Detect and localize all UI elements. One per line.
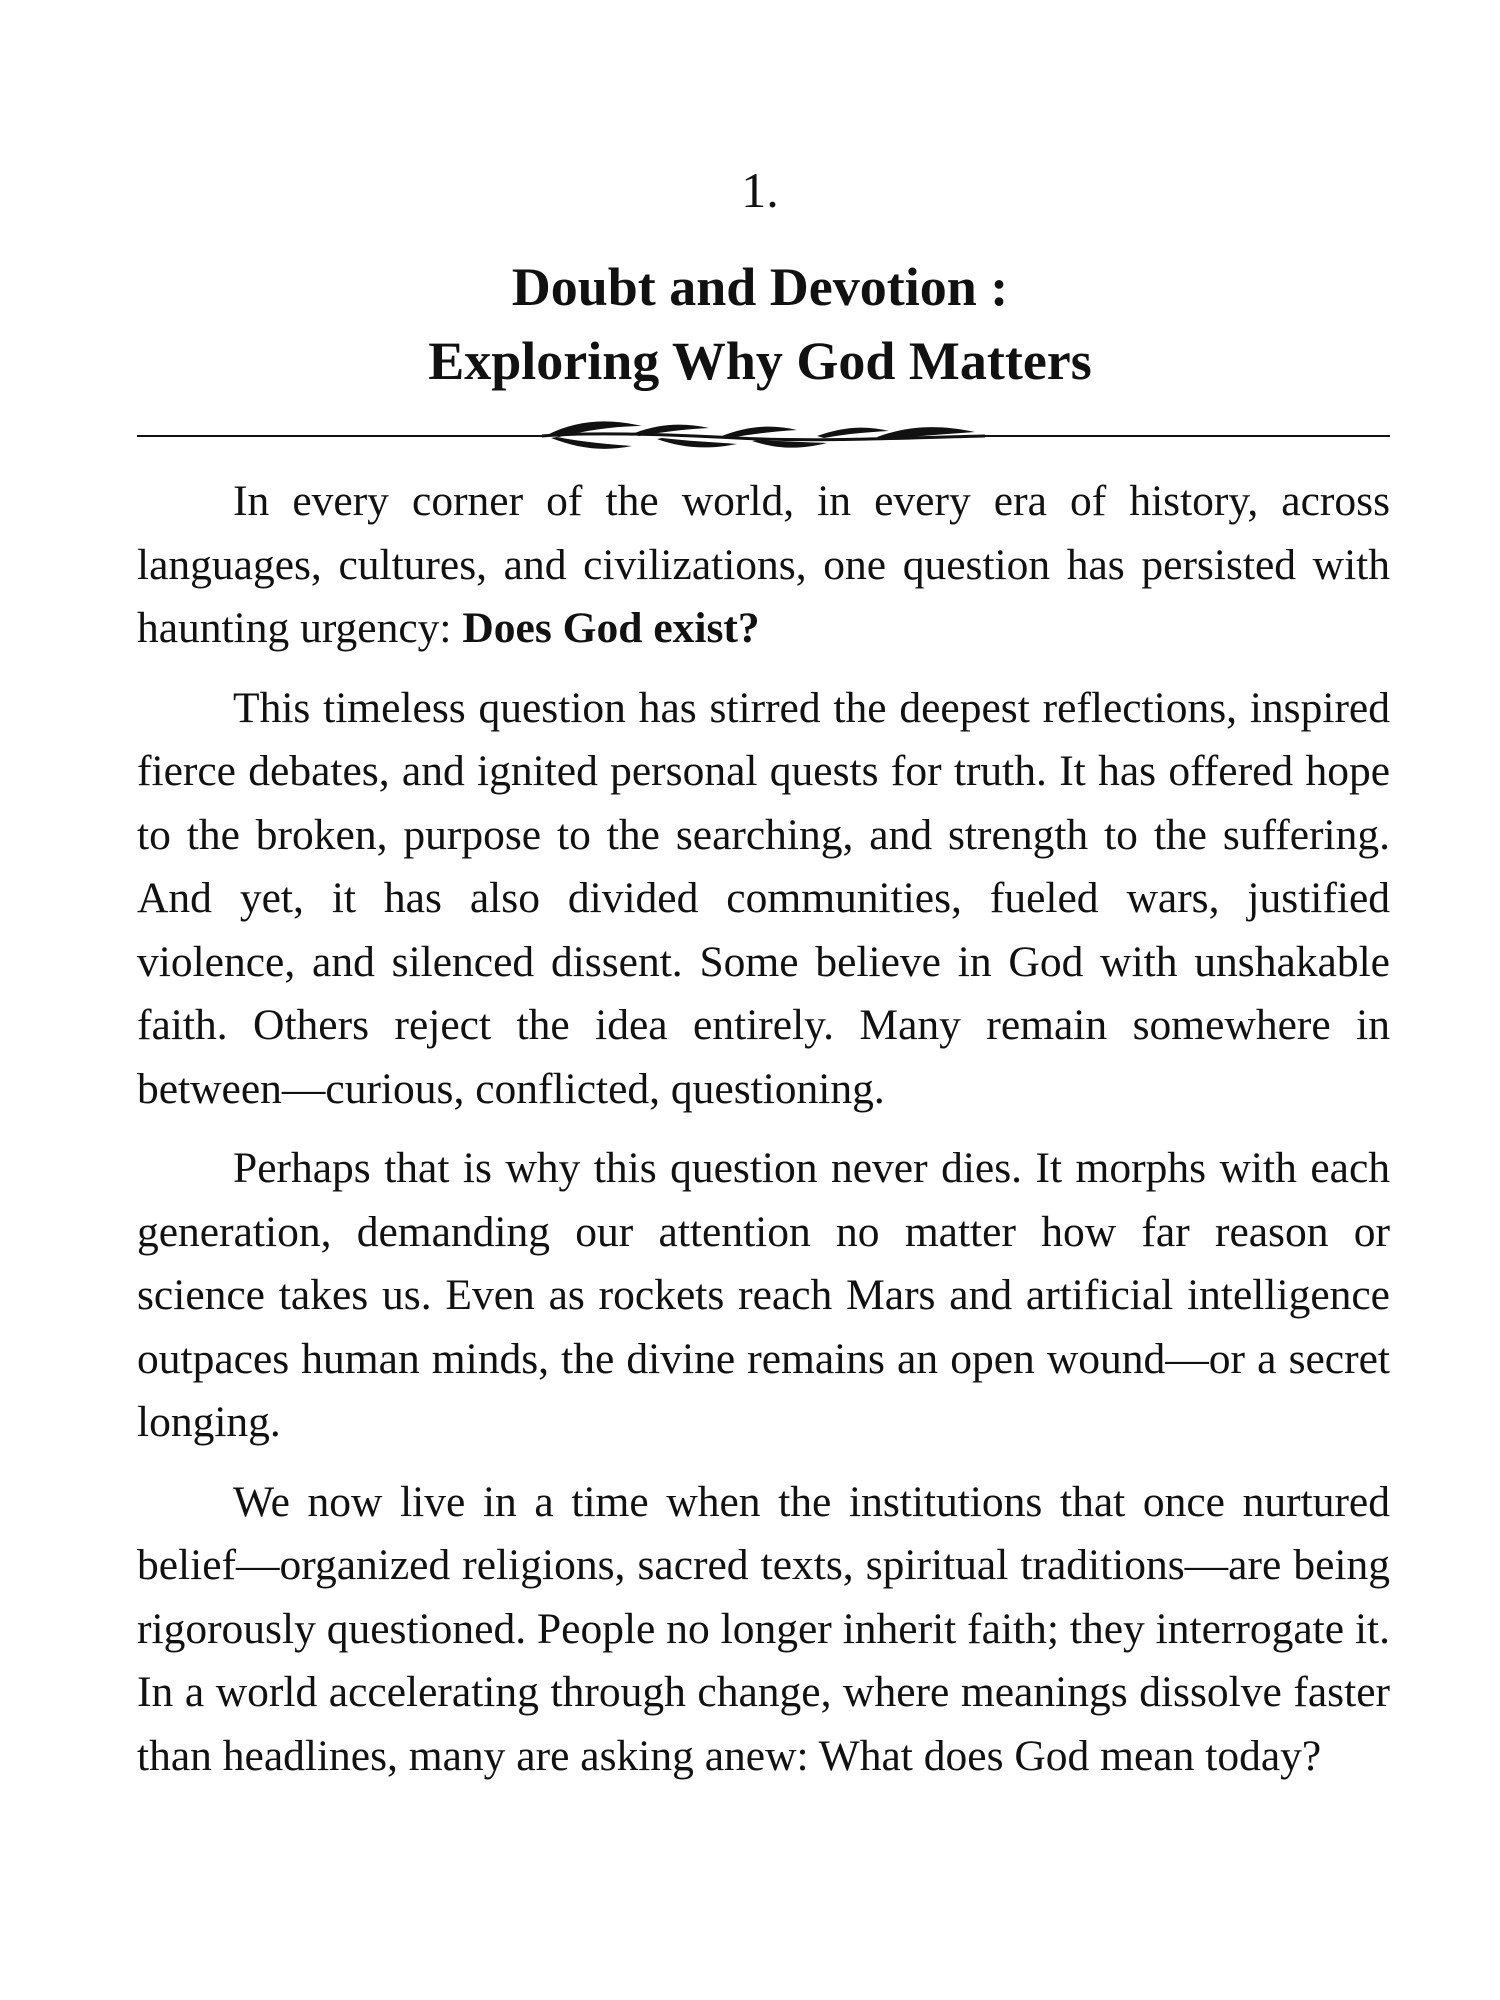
paragraph-4: We now live in a time when the institutions that once nurtured belief—organized religions, sacred texts, spiritual traditions—are being rigorously questioned. People no longer inherit faith; they interrogate it. In a world accelerating through change, where meanings dissolve faster than headlines, many are asking anew: What does God mean today? [137,1477,1390,1780]
chapter-title-line-1: Doubt and Devotion : [511,257,1009,317]
paragraph-1-emphasis: Does God exist? [462,604,760,652]
chapter-title-line-2: Exploring Why God Matters [428,331,1092,391]
chapter-body [137,470,1390,1804]
ornamental-divider [137,412,1390,460]
chapter-number: 1. [741,162,779,218]
paragraph-1 [137,470,1390,661]
paragraph-3: Perhaps that is why this question never dies. It morphs with each generation, demanding our attention no matter how far reason or science takes us. Even as rockets reach Mars and artificial intelligence outpaces human minds, the divine remains an open wound—or a secret longing. [137,1144,1390,1446]
paragraph-2: This timeless question has stirred the deepest reflections, inspired fierce debates, and ignited personal quests for truth. It has offered hope to the broken, purpose to the searching, and strength to the suffering. And yet, it has also divided communities, fueled wars, justified violence, and silenced dissent. Some believe in God with unshakable faith. Others reject the idea entirely. Many remain somewhere in between—curious, conflicted, questioning. [137,683,1390,1113]
laurel-ornament-icon [137,412,1390,460]
paragraph-1-text: In every corner of the world, in every era of history, across languages, cultures, and civilizations, one question has persisted with haunting urgency: [137,477,1390,652]
chapter-title [10,250,1500,398]
